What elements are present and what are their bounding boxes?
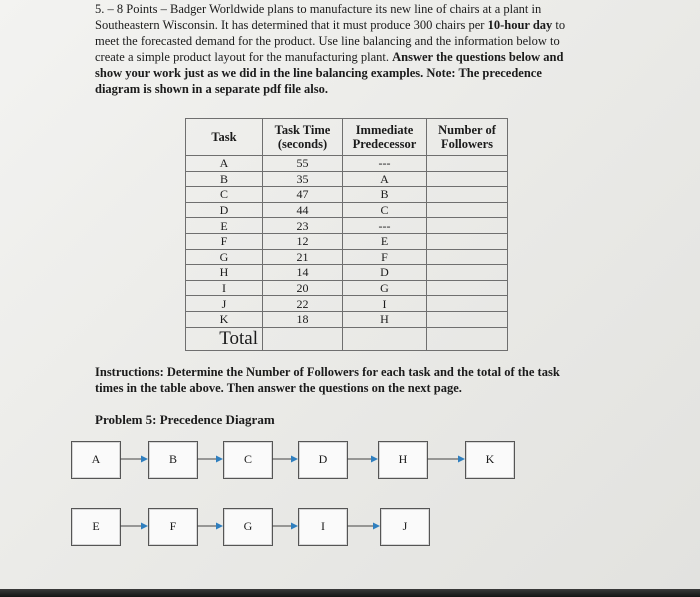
problem-text-span: to — [555, 18, 566, 32]
problem-line — [95, 49, 600, 65]
cell-followers[interactable] — [427, 311, 508, 327]
cell-time: 55 — [263, 156, 343, 172]
table-row — [186, 156, 508, 172]
diagram-title: Problem 5: Precedence Diagram — [95, 412, 275, 427]
cell-predecessor: F — [343, 249, 427, 265]
problem-bold-span: diagram is shown in a separate pdf file also. — [95, 82, 329, 96]
problem-line — [95, 81, 600, 97]
header-line: Predecessor — [352, 137, 417, 151]
header-line: Immediate — [355, 123, 414, 137]
cell-followers[interactable] — [427, 233, 508, 249]
cell-predecessor: E — [343, 233, 427, 249]
node-h: H — [378, 441, 428, 479]
cell-time: 44 — [263, 202, 343, 218]
node-c: C — [223, 441, 273, 479]
problem-bold-span: 10-hour day — [487, 18, 553, 32]
total-time-cell[interactable] — [263, 327, 343, 350]
instructions — [95, 364, 615, 396]
header-line: (seconds) — [277, 137, 328, 151]
problem-line: 5. – 8 Points – Badger Worldwide plans to manufacture its new line of chairs at a plant in — [95, 2, 542, 16]
problem-text-span: Southeastern Wisconsin. It has determined that it must produce 300 chairs per — [95, 18, 485, 32]
node-b: B — [148, 441, 198, 479]
cell-followers[interactable] — [427, 202, 508, 218]
cell-time: 35 — [263, 171, 343, 187]
total-label: Total — [186, 327, 263, 350]
cell-followers[interactable] — [427, 218, 508, 234]
node-i: I — [298, 508, 348, 546]
problem-line — [95, 65, 600, 81]
node-g: G — [223, 508, 273, 546]
cell-task: I — [186, 280, 263, 296]
cell-time: 23 — [263, 218, 343, 234]
table-row — [186, 296, 508, 312]
cell-task: G — [186, 249, 263, 265]
total-row — [186, 327, 508, 350]
cell-predecessor: --- — [343, 156, 427, 172]
cell-time: 22 — [263, 296, 343, 312]
node-d: D — [298, 441, 348, 479]
cell-task: H — [186, 265, 263, 281]
table-row — [186, 249, 508, 265]
table-row — [186, 202, 508, 218]
cell-time: 47 — [263, 187, 343, 203]
cell-predecessor: A — [343, 171, 427, 187]
cell-followers[interactable] — [427, 249, 508, 265]
instructions-line: times in the table above. Then answer the questions on the next page. — [95, 381, 462, 395]
cell-predecessor: --- — [343, 218, 427, 234]
cell-time: 14 — [263, 265, 343, 281]
cell-task: A — [186, 156, 263, 172]
table-row — [186, 233, 508, 249]
header-line: Number of — [438, 123, 496, 137]
cell-time: 12 — [263, 233, 343, 249]
table-row — [186, 187, 508, 203]
header-line: Followers — [440, 137, 494, 151]
total-pred-cell — [343, 327, 427, 350]
header-task: Task — [186, 119, 263, 156]
header-line: Task Time — [274, 123, 331, 137]
cell-task: E — [186, 218, 263, 234]
cell-followers[interactable] — [427, 156, 508, 172]
node-e: E — [71, 508, 121, 546]
problem-bold-span: show your work just as we did in the line balancing examples. Note: The precedence — [95, 66, 542, 80]
node-f: F — [148, 508, 198, 546]
cell-time: 20 — [263, 280, 343, 296]
header-task-time — [263, 119, 343, 156]
cell-followers[interactable] — [427, 171, 508, 187]
cell-predecessor: G — [343, 280, 427, 296]
problem-statement — [95, 1, 600, 97]
cell-followers[interactable] — [427, 265, 508, 281]
instructions-line: Instructions: Determine the Number of Followers for each task and the total of the task — [95, 365, 560, 379]
cell-time: 18 — [263, 311, 343, 327]
header-followers — [427, 119, 508, 156]
total-followers-cell[interactable] — [427, 327, 508, 350]
problem-line — [95, 17, 600, 33]
cell-task: K — [186, 311, 263, 327]
cell-predecessor: H — [343, 311, 427, 327]
cell-followers[interactable] — [427, 296, 508, 312]
table-row — [186, 265, 508, 281]
cell-task: D — [186, 202, 263, 218]
cell-predecessor: C — [343, 202, 427, 218]
table-row — [186, 311, 508, 327]
header-predecessor — [343, 119, 427, 156]
cell-predecessor: B — [343, 187, 427, 203]
table-row — [186, 171, 508, 187]
table-row — [186, 218, 508, 234]
node-k: K — [465, 441, 515, 479]
problem-line: meet the forecasted demand for the product. Use line balancing and the information below to — [95, 34, 560, 48]
cell-task: B — [186, 171, 263, 187]
node-j: J — [380, 508, 430, 546]
cell-followers[interactable] — [427, 280, 508, 296]
task-table — [185, 118, 508, 351]
table-header-row — [186, 119, 508, 156]
problem-bold-span: Answer the questions below and — [392, 50, 564, 64]
table-row — [186, 280, 508, 296]
node-a: A — [71, 441, 121, 479]
bottom-edge — [0, 589, 700, 597]
cell-predecessor: I — [343, 296, 427, 312]
problem-text-span: create a simple product layout for the manufacturing plant. — [95, 50, 389, 64]
cell-followers[interactable] — [427, 187, 508, 203]
cell-task: F — [186, 233, 263, 249]
cell-task: J — [186, 296, 263, 312]
cell-time: 21 — [263, 249, 343, 265]
cell-task: C — [186, 187, 263, 203]
cell-predecessor: D — [343, 265, 427, 281]
